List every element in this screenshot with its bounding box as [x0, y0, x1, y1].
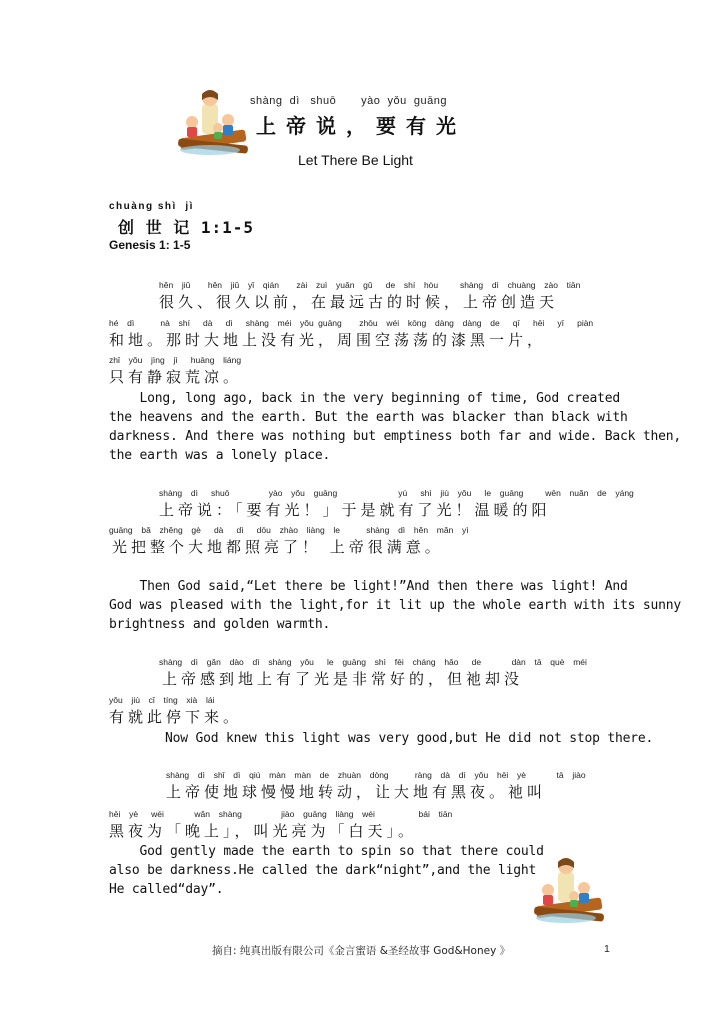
pinyin-line: shàng dì shǐ dì qiú màn màn de zhuàn dòng ràng dà dì yǒu hēi yè tā jiào	[166, 770, 586, 780]
pinyin-line: hēi yè wéi wǎn shàng jiào guāng liàng wéi bái tiān	[109, 809, 453, 819]
page-title-english: Let There Be Light	[298, 152, 413, 168]
english-line: brightness and golden warmth.	[109, 617, 331, 632]
page-title: 上帝说，要有光	[256, 114, 466, 138]
pinyin-line: yǒu jiù cǐ tíng xià lái	[109, 695, 215, 705]
reference-chinese: 创 世 记 1:1-5	[118, 218, 255, 237]
reference-pinyin: chuàng shì jì	[109, 201, 194, 212]
pinyin-line: guāng bǎ zhěng gè dà dì dōu zhào liàng le shàng dì hěn mǎn yì	[109, 525, 469, 535]
chinese-line: 有就此停下来。	[109, 708, 243, 726]
reference-english: Genesis 1: 1-5	[109, 238, 191, 252]
english-line: Now God knew this light was very good,but He did not stop there.	[165, 731, 654, 746]
chinese-line: 上帝使地球慢慢地转动，让大地有黑夜。祂叫	[166, 783, 547, 801]
english-line: God was pleased with the light,for it lit up the whole earth with its sunny	[109, 598, 681, 613]
english-line: darkness. And there was nothing but emptiness both far and wide. Back then,	[109, 429, 681, 444]
chinese-line: 黑夜为「晚上」，叫光亮为「白天」。	[109, 822, 418, 840]
pinyin-line: shàng dì gǎn dào dì shàng yǒu le guāng shì fēi cháng hǎo de dàn tā què méi	[159, 657, 587, 667]
chinese-line: 上帝说：「要有光！」于是就有了光！温暖的阳	[159, 501, 551, 519]
page-number: 1	[604, 943, 610, 955]
english-line: God gently made the earth to spin so that there could	[109, 844, 544, 859]
chinese-line: 只有静寂荒凉。	[109, 368, 243, 386]
chinese-line: 和地。那时大地上没有光，周围空荡荡的漆黑一片，	[109, 331, 547, 349]
english-line: also be darkness.He called the dark“night”,and the light	[109, 863, 537, 878]
english-line: the heavens and the earth. But the earth was blacker than black with	[109, 410, 628, 425]
pinyin-line: hěn jiǔ hěn jiǔ yǐ qián zài zuì yuǎn gǔ de shí hòu shàng dì chuàng zào tiān	[159, 280, 581, 290]
chinese-line: 很久、很久以前，在最远古的时候，上帝创造天	[159, 293, 559, 311]
children-on-cross-icon	[172, 84, 252, 160]
english-line: Then God said,“Let there be light!”And then there was light! And	[109, 579, 628, 594]
children-on-cross-icon	[528, 854, 608, 930]
english-line: Long, long ago, back in the very beginning of time, God created	[109, 391, 620, 406]
english-line: the earth was a lonely place.	[109, 448, 331, 463]
title-pinyin: shàng dì shuō yào yǒu guāng	[250, 95, 447, 107]
footer-source: 摘自: 纯真出版有限公司《金言蜜语 &圣经故事 God&Honey 》	[212, 945, 511, 957]
pinyin-line: zhǐ yǒu jìng jì huāng liáng	[109, 355, 242, 365]
english-line: He called“day”.	[109, 882, 224, 897]
pinyin-line: hé dì nà shí dà dì shàng méi yǒu guāng zhōu wéi kōng dàng dàng de qī hēi yī piàn	[109, 318, 594, 328]
chinese-line: 光把整个大地都照亮了！ 上帝很满意。	[112, 538, 444, 556]
pinyin-line: shàng dì shuō yào yǒu guāng yú shì jiù yǒu le guāng wēn nuǎn de yáng	[159, 488, 634, 498]
chinese-line: 上帝感到地上有了光是非常好的，但祂却没	[162, 670, 524, 688]
